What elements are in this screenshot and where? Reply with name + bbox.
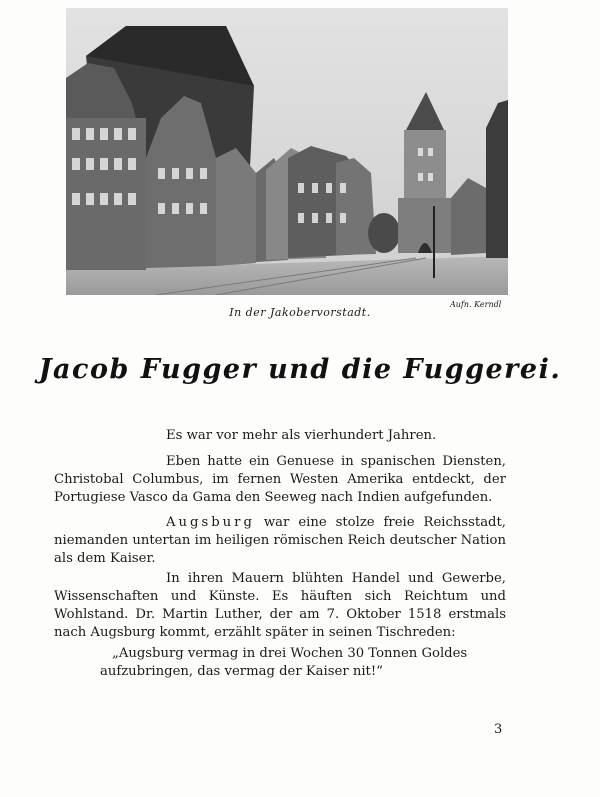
chapter-title: Jacob Fugger und die Fuggerei. xyxy=(38,354,562,385)
jakobervorstadt-street-image xyxy=(66,8,508,295)
photo-caption: In der Jakobervorstadt. xyxy=(229,306,371,319)
paragraph-3 xyxy=(54,514,506,568)
paragraph-3-text: war eine stolze freie Reichsstadt, niemanden untertan im heiligen römischen Reich deutscher Nation als dem Kaiser. xyxy=(54,515,506,566)
paragraph-1: Es war vor mehr als vierhundert Jahren. xyxy=(166,428,437,443)
augsburg-emphasis: Augsburg xyxy=(166,515,255,530)
luther-quote: „Augsburg vermag in drei Wochen 30 Tonnen Goldes aufzubringen, das vermag der Kaiser nit!“ xyxy=(100,646,468,679)
paragraph-4: In ihren Mauern blühten Handel und Gewerbe, Wissenschaften und Künste. Es häuften sich Reichtum und Wohlstand. Dr. Martin Luther, der am 7. Oktober 1518 erstmals nach Augsburg kommt, erzählt später in seinen Tischreden: xyxy=(54,571,506,640)
street-photograph xyxy=(66,8,508,295)
photo-credit: Aufn. Kerndl xyxy=(450,300,502,309)
page-number: 3 xyxy=(494,722,503,737)
paragraph-2: Eben hatte ein Genuese in spanischen Diensten, Christobal Columbus, im fernen Westen Amerika entdeckt, der Portugiese Vasco da Gama den Seeweg nach Indien aufgefunden. xyxy=(54,454,506,505)
